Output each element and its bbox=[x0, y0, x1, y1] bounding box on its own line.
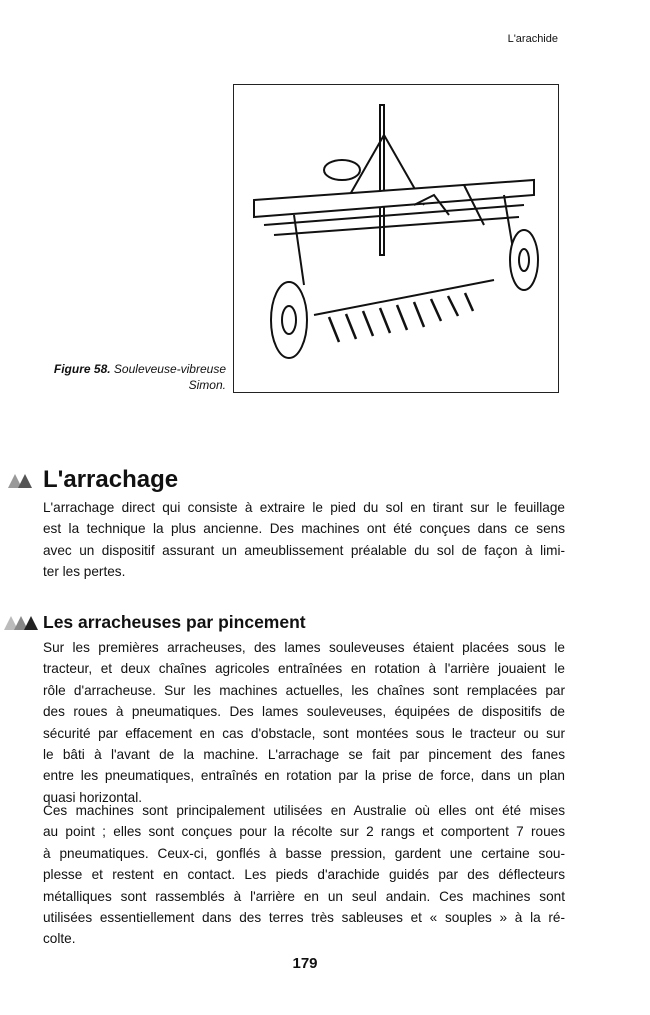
text-line: à pneumatiques. Ceux-ci, gonflés à basse pression, gardent une certaine sou- bbox=[43, 845, 565, 861]
text-line: tracteur, et deux chaînes agricoles entraînées en rotation à l'arrière jouaient le bbox=[43, 661, 565, 677]
text-line: sécurité par effacement en cas d'obstacle, sont montées sous le tracteur ou sur bbox=[43, 725, 565, 741]
paragraph bbox=[43, 637, 565, 808]
text-line: avec un dispositif assurant un ameublissement préalable du sol de façon à limi- bbox=[43, 542, 565, 558]
text-line: Sur les premières arracheuses, des lames souleveuses étaient placées sous le bbox=[43, 640, 565, 655]
text-line: entre les pneumatiques, entraînés en rotation par la prise de force, dans un plan bbox=[43, 768, 565, 784]
text-line: utilisées essentiellement dans des terres très sableuses et « souples » à la ré- bbox=[43, 909, 565, 925]
text-line: des roues à pneumatiques. Des lames souleveuses, équipées de dispositifs de bbox=[43, 704, 565, 720]
text-line: au point ; elles sont conçues pour la récolte sur 2 rangs et comportent 7 roues bbox=[43, 824, 565, 840]
paragraph bbox=[43, 497, 565, 583]
section-marker-icon bbox=[8, 474, 34, 488]
text-line: Ces machines sont principalement utilisées en Australie où elles ont été mises bbox=[43, 803, 565, 818]
text-line: colte. bbox=[43, 931, 76, 947]
figure-58 bbox=[233, 84, 559, 393]
caption-line: Simon. bbox=[188, 378, 226, 392]
text-line: rôle d'arracheuse. Sur les machines actuelles, les chaînes sont remplacées par bbox=[43, 682, 565, 698]
paragraph bbox=[43, 800, 565, 950]
subsection-marker-icon bbox=[4, 616, 38, 630]
text-line: métalliques sont rassemblés à l'arrière en un seul andain. Ces machines sont bbox=[43, 888, 565, 904]
page-number: 179 bbox=[292, 955, 318, 972]
text-line: le bâti à l'avant de la machine. L'arrachage se fait par pincement des fanes bbox=[43, 746, 565, 762]
machine-illustration bbox=[234, 85, 560, 394]
text-line: ter les pertes. bbox=[43, 564, 126, 580]
figure-caption bbox=[54, 361, 226, 393]
text-line: est la technique la plus ancienne. Des machines ont été conçues dans ce sens bbox=[43, 521, 565, 537]
caption-line: Souleveuse-vibreuse bbox=[113, 362, 226, 376]
text-line: plesse et restent en contact. Les pieds d'arachide guidés par des déflecteurs bbox=[43, 867, 565, 883]
section-heading: L'arrachage bbox=[43, 466, 179, 493]
figure-label: Figure 58. bbox=[53, 362, 111, 376]
running-header: L'arachide bbox=[507, 33, 558, 45]
text-line: quasi horizontal. bbox=[43, 789, 142, 805]
text-line: L'arrachage direct qui consiste à extraire le pied du sol en tirant sur le feuillage bbox=[43, 500, 565, 515]
subsection-heading: Les arracheuses par pincement bbox=[43, 612, 306, 632]
